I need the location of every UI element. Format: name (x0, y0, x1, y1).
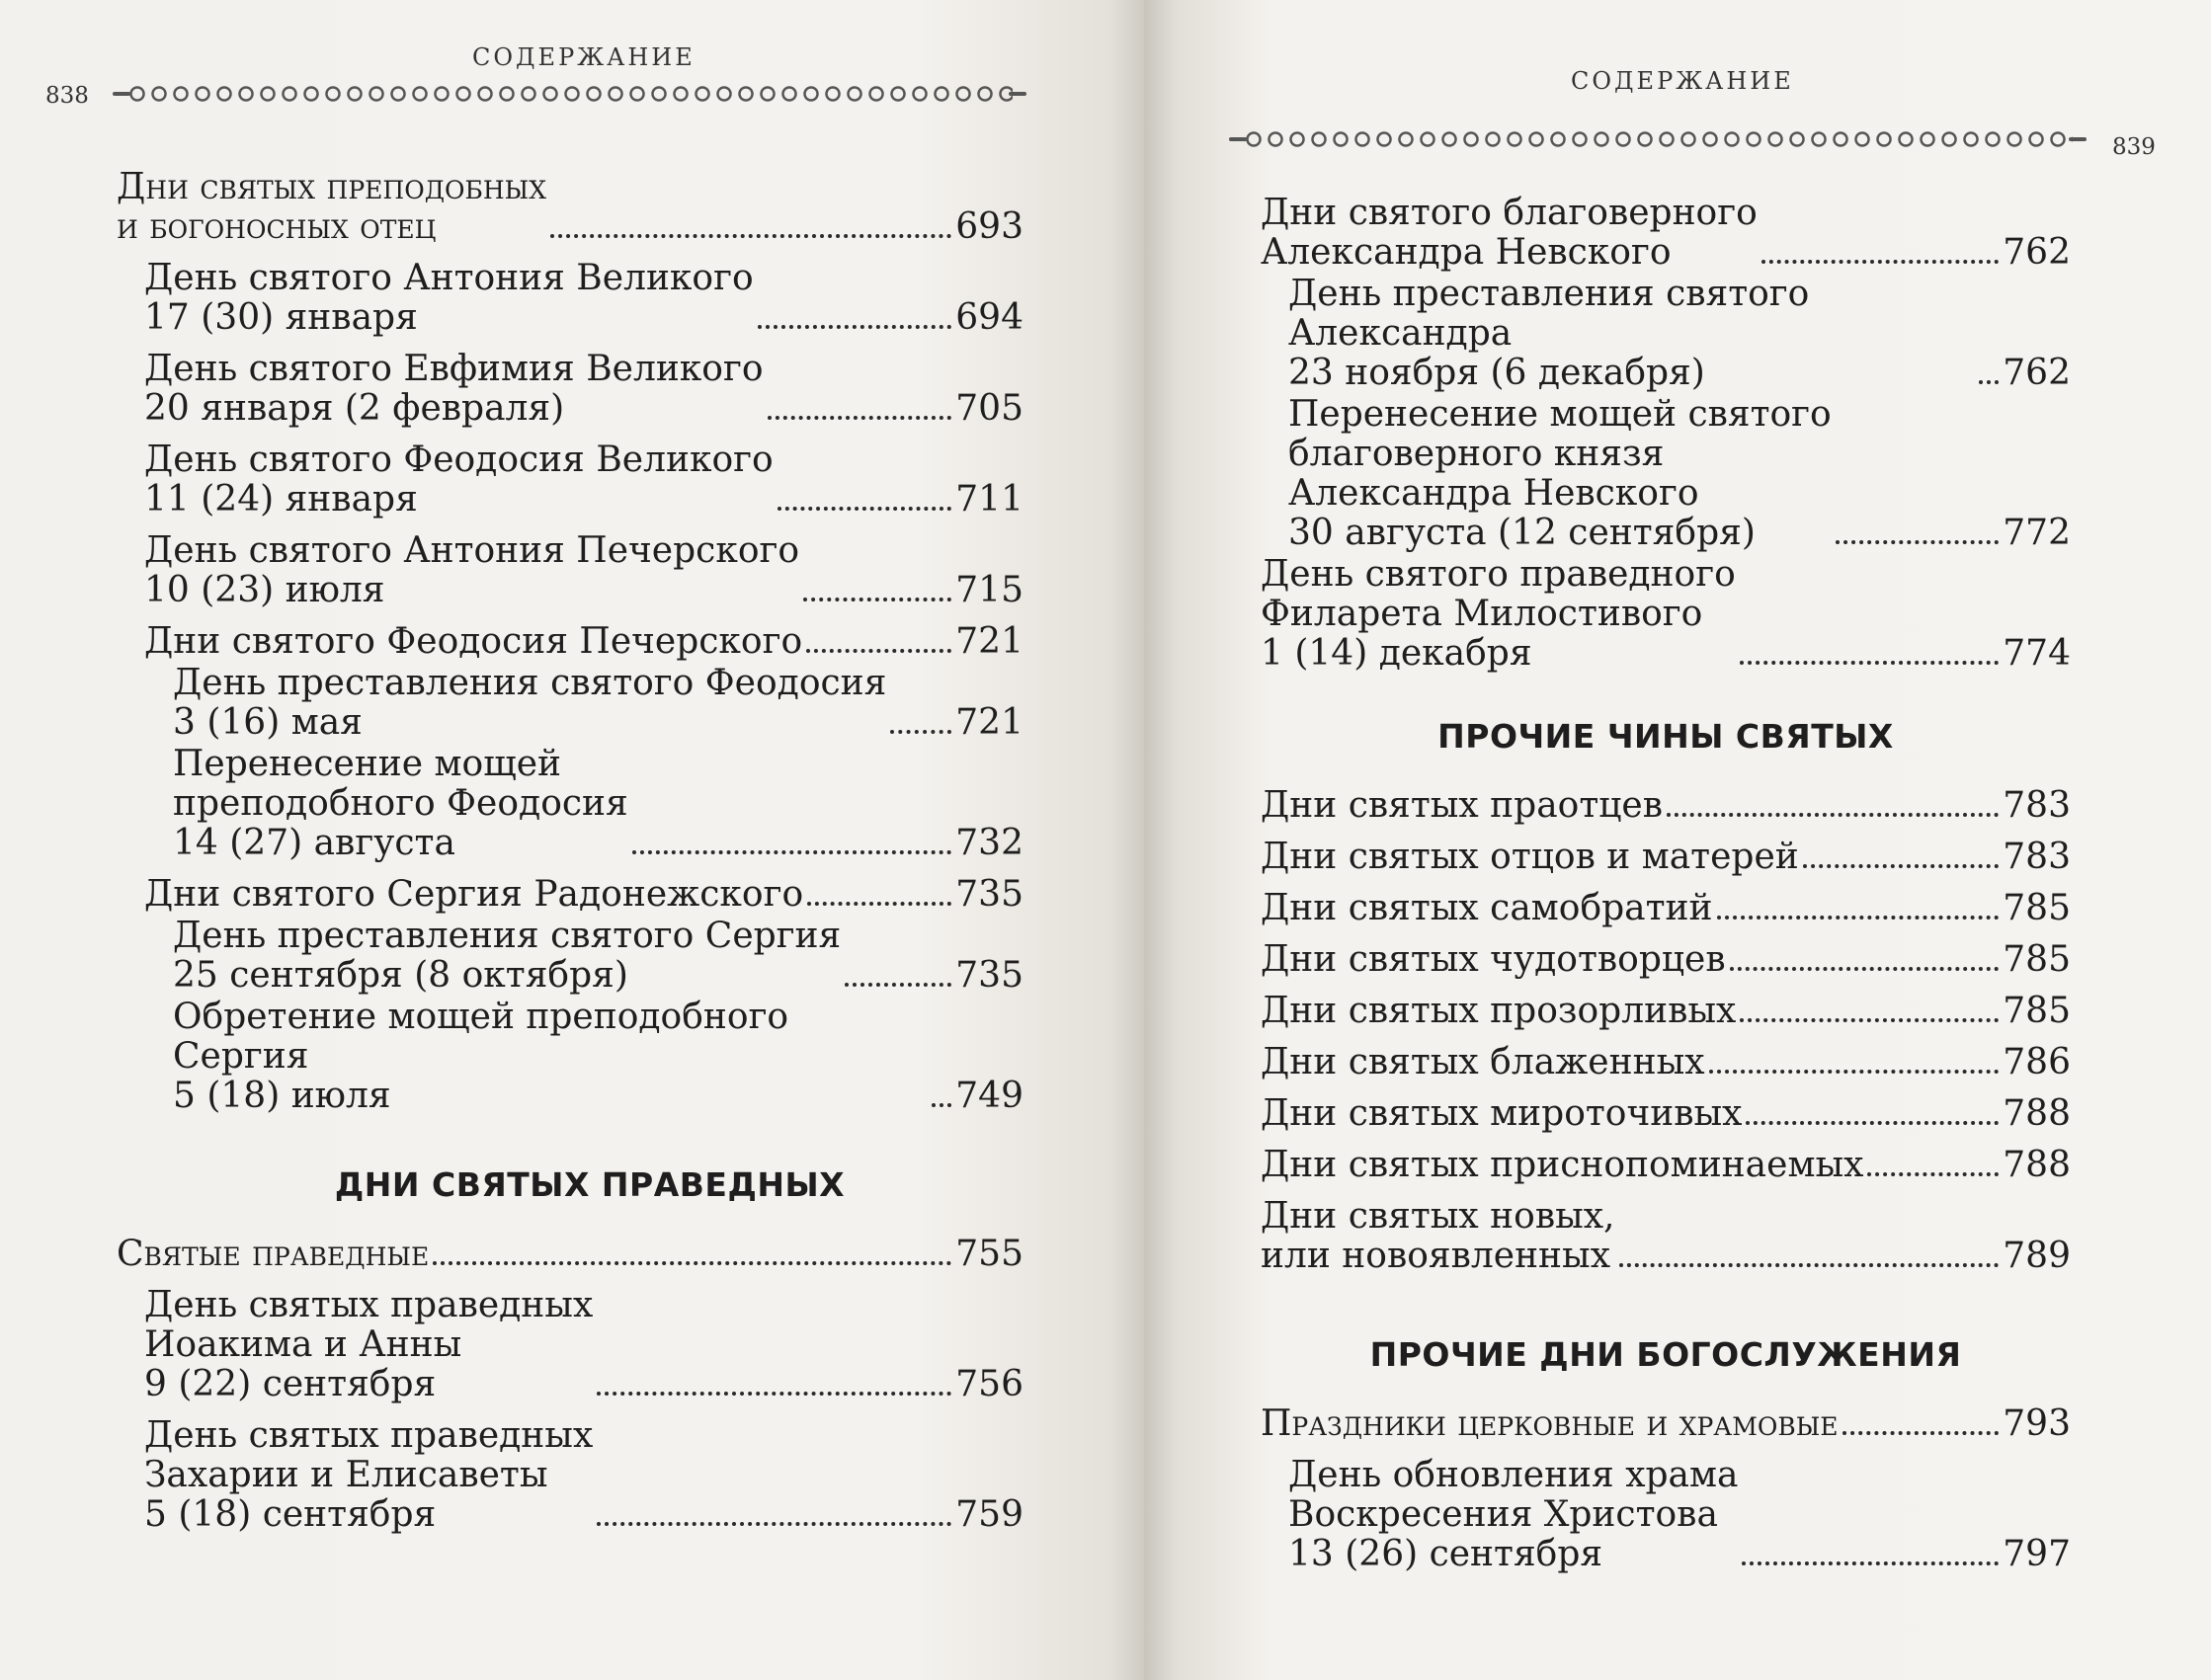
toc-entry-title: Дни святых мироточивых (1261, 1093, 1743, 1134)
running-head: СОДЕРЖАНИЕ (472, 43, 696, 71)
dot-leader (1740, 661, 2000, 665)
toc-entry-page: 793 (2003, 1403, 2071, 1444)
toc-entry-page: 762 (2003, 232, 2071, 273)
toc-entry-title: День святых праведных Иоакима и Анны 9 (22) сентября (144, 1285, 594, 1404)
toc-left (117, 168, 1024, 1547)
toc-entry-page: 693 (955, 206, 1024, 247)
toc-entry (117, 1286, 1024, 1404)
toc-entry-title: Дни святых блаженных (1261, 1042, 1705, 1082)
toc-entry-page: 749 (955, 1076, 1024, 1116)
toc-entry-page: 715 (955, 570, 1024, 610)
toc-entry-page: 788 (2003, 1093, 2071, 1134)
toc-entry (1261, 1043, 2071, 1082)
toc-entry-title: Дни святых самобратий (1261, 888, 1713, 928)
toc-entry-title: Перенесение мощей святого благоверного князя Александра Невского 30 августа (12 сентября) (1288, 394, 1832, 553)
dot-leader (1740, 1018, 1999, 1022)
toc-entry-title: День преставления святого Александра 23 ноября (6 декабря) (1288, 274, 1810, 393)
dot-leader (845, 983, 951, 987)
dot-leader (758, 325, 952, 329)
dot-leader (1836, 540, 2000, 544)
toc-entry-title: Дни святого Сергия Радонежского (144, 874, 804, 915)
dot-leader (550, 234, 951, 238)
dot-leader (1803, 864, 2000, 868)
toc-entry (117, 168, 1024, 247)
toc-entry-title: Дни святого благоверного Александра Невского (1261, 193, 1758, 273)
toc-entry (117, 664, 1024, 743)
toc-entry-page: 785 (2003, 888, 2071, 928)
toc-entry-page: 772 (2003, 513, 2071, 553)
toc-entry (1261, 1094, 2071, 1134)
toc-entry-title: День обновления храма Воскресения Христова 13 (26) сентября (1288, 1455, 1739, 1574)
toc-entry-title: День святого Антония Печерского 10 (23) июля (144, 530, 800, 610)
toc-entry-title: День святого Антония Великого 17 (30) января (144, 258, 754, 338)
right-page (1144, 0, 2211, 1680)
running-head: СОДЕРЖАНИЕ (1571, 67, 1794, 95)
toc-group (117, 1235, 1024, 1535)
toc-entry (117, 917, 1024, 996)
toc-entry-page: 789 (2003, 1236, 2071, 1276)
toc-entry-title: Дни святого Феодосия Печерского (144, 621, 803, 662)
dot-leader (1842, 1431, 2000, 1435)
toc-entry (1261, 1146, 2071, 1185)
dot-leader (807, 902, 951, 906)
dot-leader (1730, 967, 2000, 971)
toc-entry (117, 440, 1024, 520)
dot-leader (778, 507, 952, 511)
toc-entry-title: День преставления святого Феодосия 3 (16) мая (173, 663, 887, 743)
toc-entry-title: Дни святых отцов и матерей (1261, 837, 1799, 877)
toc-entry-page: 783 (2003, 785, 2071, 826)
toc-group (1261, 194, 2071, 674)
toc-entry (1261, 889, 2071, 928)
toc-entry (1261, 275, 2071, 393)
dot-leader (806, 649, 951, 653)
dot-leader (1709, 1070, 2000, 1074)
ornament-divider (1243, 126, 2073, 152)
section-title: ПРОЧИЕ ЧИНЫ СВЯТЫХ (1437, 717, 1894, 756)
toc-group (1261, 1404, 2071, 1574)
toc-entry-title: Праздники церковные и храмовые (1261, 1403, 1839, 1444)
page-number: 839 (2112, 134, 2156, 160)
toc-entry-page: 705 (955, 388, 1024, 429)
toc-entry (1261, 786, 2071, 826)
toc-entry (1261, 838, 2071, 877)
toc-entry-page: 721 (955, 702, 1024, 743)
toc-entry (117, 622, 1024, 662)
toc-entry-page: 785 (2003, 939, 2071, 980)
dot-leader (1619, 1263, 2000, 1267)
toc-entry-page: 755 (955, 1234, 1024, 1274)
toc-entry-title: День святого Евфимия Великого 20 января (2 февраля) (144, 349, 764, 429)
dot-leader (632, 850, 952, 854)
dot-leader (1742, 1561, 1999, 1565)
toc-entry-title: Перенесение мощей преподобного Феодосия 14 (27) августа (173, 744, 628, 863)
dot-leader (1667, 813, 1999, 817)
toc-entry-title: Дни святых новых, или новоявленных (1261, 1196, 1615, 1276)
toc-entry-page: 786 (2003, 1042, 2071, 1082)
toc-entry (1261, 194, 2071, 273)
toc-entry (117, 1416, 1024, 1535)
toc-entry (1261, 992, 2071, 1031)
toc-entry-page: 797 (2003, 1534, 2071, 1574)
toc-entry (117, 745, 1024, 863)
toc-entry-page: 735 (955, 955, 1024, 996)
dot-leader (768, 416, 952, 420)
toc-entry (1261, 940, 2071, 980)
toc-entry (1261, 1404, 2071, 1444)
dot-leader (1761, 260, 2000, 264)
toc-entry-page: 721 (955, 621, 1024, 662)
toc-group (1261, 786, 2071, 1276)
toc-entry (1261, 1456, 2071, 1574)
toc-entry-page: 759 (955, 1494, 1024, 1535)
dot-leader (597, 1392, 951, 1396)
dot-leader (803, 598, 951, 601)
toc-entry-page: 783 (2003, 837, 2071, 877)
toc-entry-page: 788 (2003, 1145, 2071, 1185)
toc-entry (117, 998, 1024, 1116)
toc-entry-title: Обретение мощей преподобного Сергия 5 (18) июля (173, 997, 789, 1116)
toc-entry-title: Дни святых прозорливых (1261, 991, 1737, 1031)
toc-entry-title: День преставления святого Сергия 25 сентября (8 октября) (173, 916, 842, 996)
dot-leader (433, 1261, 951, 1265)
toc-entry-title: День святого Феодосия Великого 11 (24) января (144, 440, 774, 520)
toc-entry-title: Дни святых приснопоминаемых (1261, 1145, 1864, 1185)
toc-entry (117, 1235, 1024, 1274)
dot-leader (1746, 1121, 1999, 1125)
section-title: ПРОЧИЕ ДНИ БОГОСЛУЖЕНИЯ (1369, 1335, 1962, 1374)
dot-leader (890, 730, 951, 734)
toc-entry-page: 732 (955, 823, 1024, 863)
dot-leader (597, 1522, 951, 1526)
toc-entry-page: 711 (955, 479, 1024, 520)
toc-entry-title: Дни святых праотцев (1261, 785, 1663, 826)
toc-entry-page: 762 (2003, 353, 2071, 393)
toc-entry-page: 785 (2003, 991, 2071, 1031)
dot-leader (1979, 380, 1999, 384)
dot-leader (1867, 1172, 1999, 1176)
toc-entry-page: 756 (955, 1364, 1024, 1404)
toc-entry (117, 350, 1024, 429)
toc-entry (1261, 395, 2071, 553)
toc-entry-title: Дни святых преподобных и богоносных отец (117, 167, 547, 247)
toc-right (1261, 194, 2071, 1586)
toc-entry (1261, 555, 2071, 674)
toc-entry-page: 694 (955, 297, 1024, 338)
toc-entry (1261, 1197, 2071, 1276)
toc-entry (117, 259, 1024, 338)
section-title: ДНИ СВЯТЫХ ПРАВЕДНЫХ (334, 1165, 846, 1204)
toc-group (117, 168, 1024, 1116)
toc-entry (117, 531, 1024, 610)
ornament-divider (126, 81, 1013, 107)
dot-leader (932, 1103, 951, 1107)
toc-entry-title: Дни святых чудотворцев (1261, 939, 1726, 980)
page-number: 838 (45, 83, 89, 109)
dot-leader (1717, 916, 2000, 920)
toc-entry-page: 735 (955, 874, 1024, 915)
toc-entry (117, 875, 1024, 915)
toc-entry-title: День святых праведных Захарии и Елисаветы 5 (18) сентября (144, 1415, 594, 1535)
toc-entry-title: Святые праведные (117, 1234, 430, 1274)
toc-entry-page: 774 (2003, 633, 2071, 674)
toc-entry-title: День святого праведного Филарета Милостивого 1 (14) декабря (1261, 554, 1736, 674)
